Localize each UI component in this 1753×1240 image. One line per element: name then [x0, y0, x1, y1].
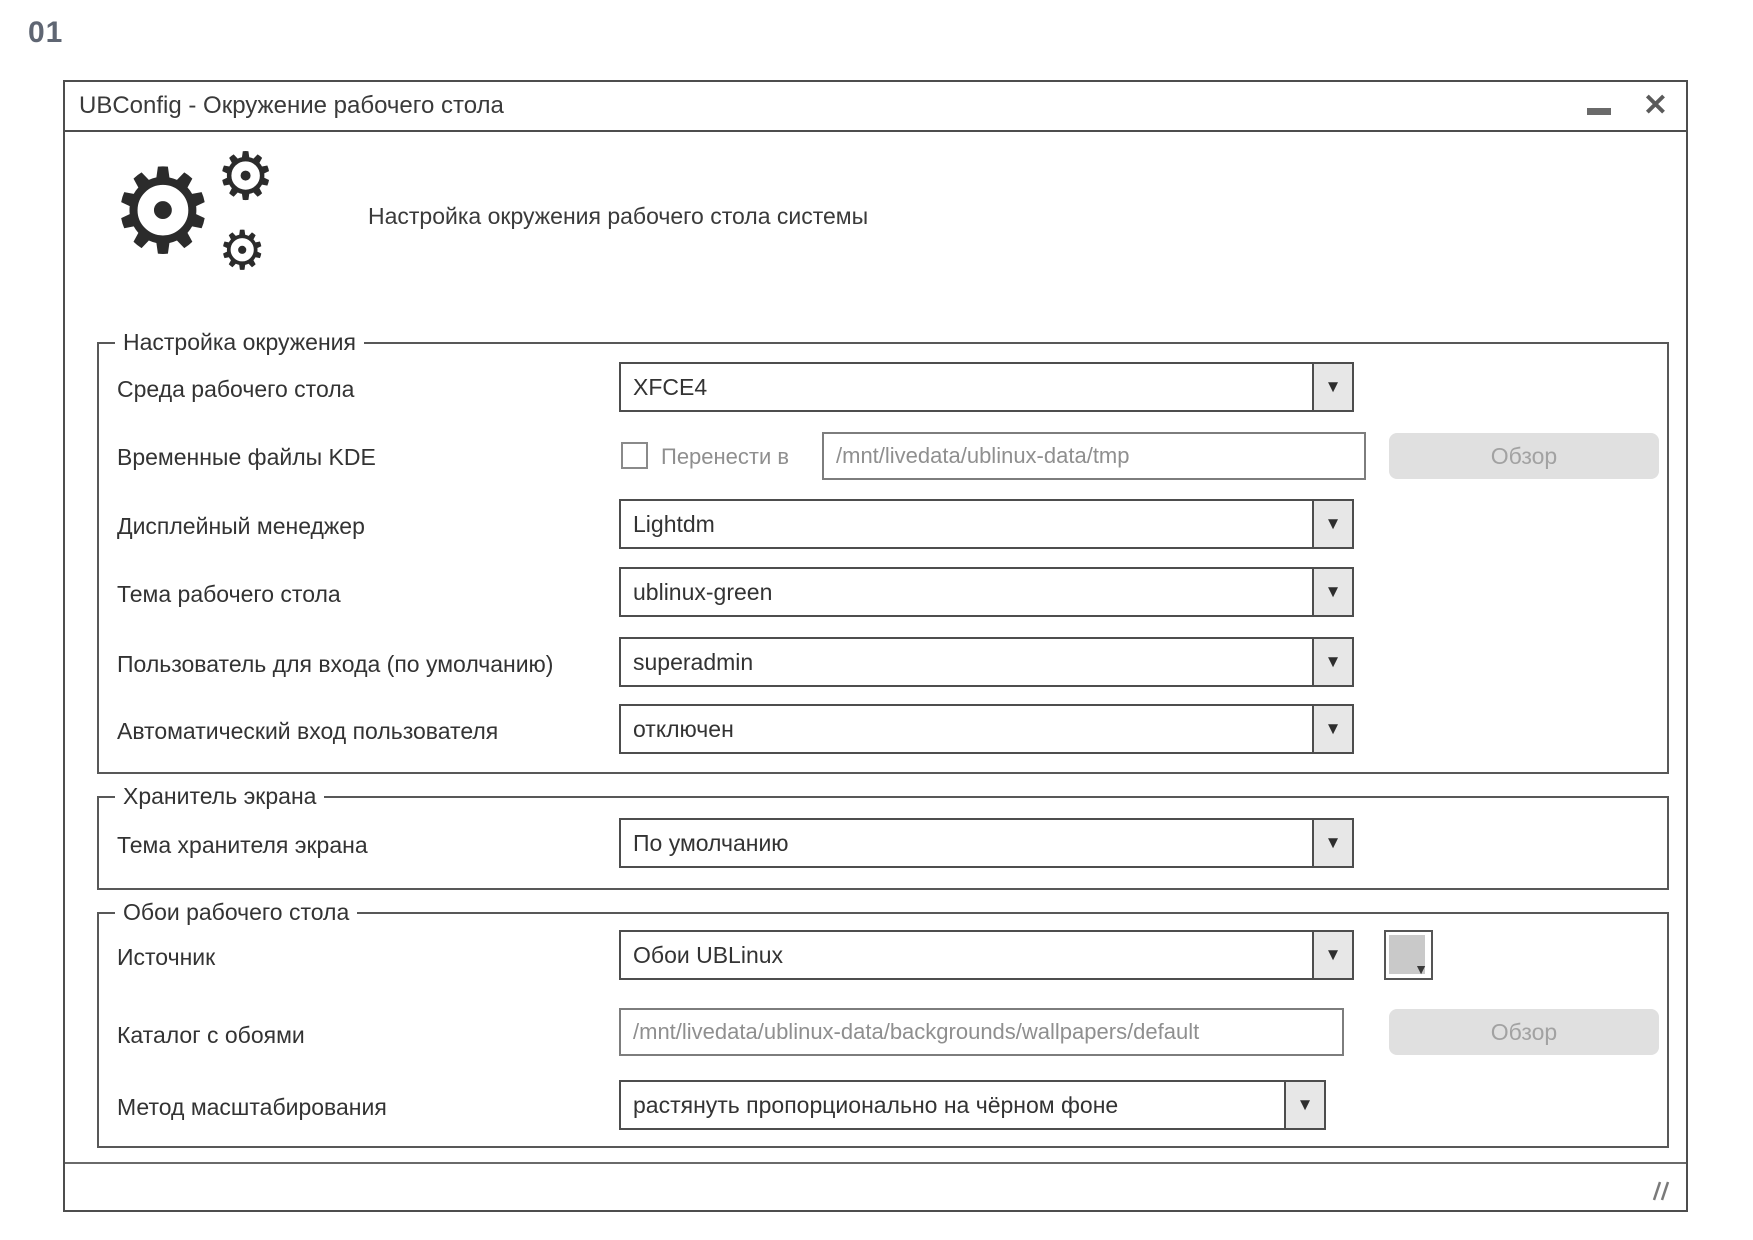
chevron-down-icon[interactable]: ▼	[1312, 501, 1352, 547]
display-manager-select[interactable]	[619, 499, 1354, 549]
wallpaper-directory-label: Каталог с обоями	[117, 1022, 305, 1048]
selected-value: растянуть пропорционально на чёрном фоне	[633, 1091, 1119, 1118]
wallpaper-source-select[interactable]	[619, 930, 1354, 980]
environment-groupbox	[97, 329, 1669, 774]
selected-value: superadmin	[633, 648, 754, 675]
screensaver-groupbox	[97, 783, 1669, 890]
figure-number: 01	[28, 16, 64, 49]
desktop-environment-select[interactable]	[619, 362, 1354, 412]
environment-group-legend: Настройка окружения	[115, 329, 364, 356]
default-login-user-label: Пользователь для входа (по умолчанию)	[117, 651, 554, 677]
desktop-theme-select[interactable]	[619, 567, 1354, 617]
screensaver-theme-label: Тема хранителя экрана	[117, 832, 368, 858]
app-header	[110, 138, 869, 294]
auto-login-select[interactable]	[619, 704, 1354, 754]
chevron-down-icon[interactable]: ▼	[1284, 1082, 1324, 1128]
chevron-down-icon: ▼	[1414, 961, 1428, 977]
close-icon[interactable]: ✕	[1642, 89, 1668, 122]
screensaver-group-legend: Хранитель экрана	[115, 783, 324, 810]
desktop-environment-label: Среда рабочего стола	[117, 376, 355, 402]
chevron-down-icon[interactable]: ▼	[1312, 364, 1352, 410]
wallpaper-group-legend: Обои рабочего стола	[115, 899, 357, 926]
wallpaper-groupbox	[97, 899, 1669, 1148]
resize-grip-icon[interactable]	[1650, 1176, 1672, 1202]
titlebar[interactable]	[65, 82, 1686, 132]
selected-value: По умолчанию	[633, 829, 789, 856]
gear-icon: ⚙	[110, 142, 216, 280]
ubconfig-window	[63, 80, 1688, 1212]
gears-icon	[110, 138, 310, 294]
chevron-down-icon[interactable]: ▼	[1312, 639, 1352, 685]
default-login-user-select[interactable]	[619, 637, 1354, 687]
selected-value: ublinux-green	[633, 578, 773, 605]
wallpaper-source-label: Источник	[117, 944, 216, 970]
move-to-checkbox[interactable]	[621, 442, 648, 469]
scaling-method-label: Метод масштабирования	[117, 1094, 387, 1120]
selected-value: Lightdm	[633, 510, 715, 537]
display-manager-label: Дисплейный менеджер	[117, 513, 365, 539]
selected-value: Обои UBLinux	[633, 941, 784, 968]
window-title: UBConfig - Окружение рабочего стола	[79, 92, 504, 119]
chevron-down-icon[interactable]: ▼	[1312, 932, 1352, 978]
kde-temp-path-input[interactable]: /mnt/livedata/ublinux-data/tmp	[822, 432, 1366, 480]
screensaver-theme-select[interactable]	[619, 818, 1354, 868]
chevron-down-icon[interactable]: ▼	[1312, 569, 1352, 615]
wallpaper-browse-button[interactable]: Обзор	[1389, 1009, 1659, 1055]
gear-icon: ⚙	[216, 138, 276, 215]
selected-value: XFCE4	[633, 373, 708, 400]
desktop-theme-label: Тема рабочего стола	[117, 581, 341, 607]
scaling-method-select[interactable]	[619, 1080, 1326, 1130]
selected-value: отключен	[633, 715, 734, 742]
kde-temp-files-label: Временные файлы KDE	[117, 444, 376, 470]
move-to-checkbox-label: Перенести в	[661, 444, 790, 469]
gear-icon: ⚙	[218, 219, 267, 282]
kde-temp-browse-button[interactable]: Обзор	[1389, 433, 1659, 479]
wallpaper-color-picker-button[interactable]	[1384, 930, 1433, 980]
app-caption: Настройка окружения рабочего стола системы	[368, 202, 869, 229]
wallpaper-directory-input[interactable]: /mnt/livedata/ublinux-data/backgrounds/wallpapers/default	[619, 1008, 1344, 1056]
minimize-icon[interactable]	[1587, 108, 1611, 115]
auto-login-label: Автоматический вход пользователя	[117, 718, 499, 744]
status-bar	[65, 1162, 1686, 1210]
chevron-down-icon[interactable]: ▼	[1312, 706, 1352, 752]
chevron-down-icon[interactable]: ▼	[1312, 820, 1352, 866]
